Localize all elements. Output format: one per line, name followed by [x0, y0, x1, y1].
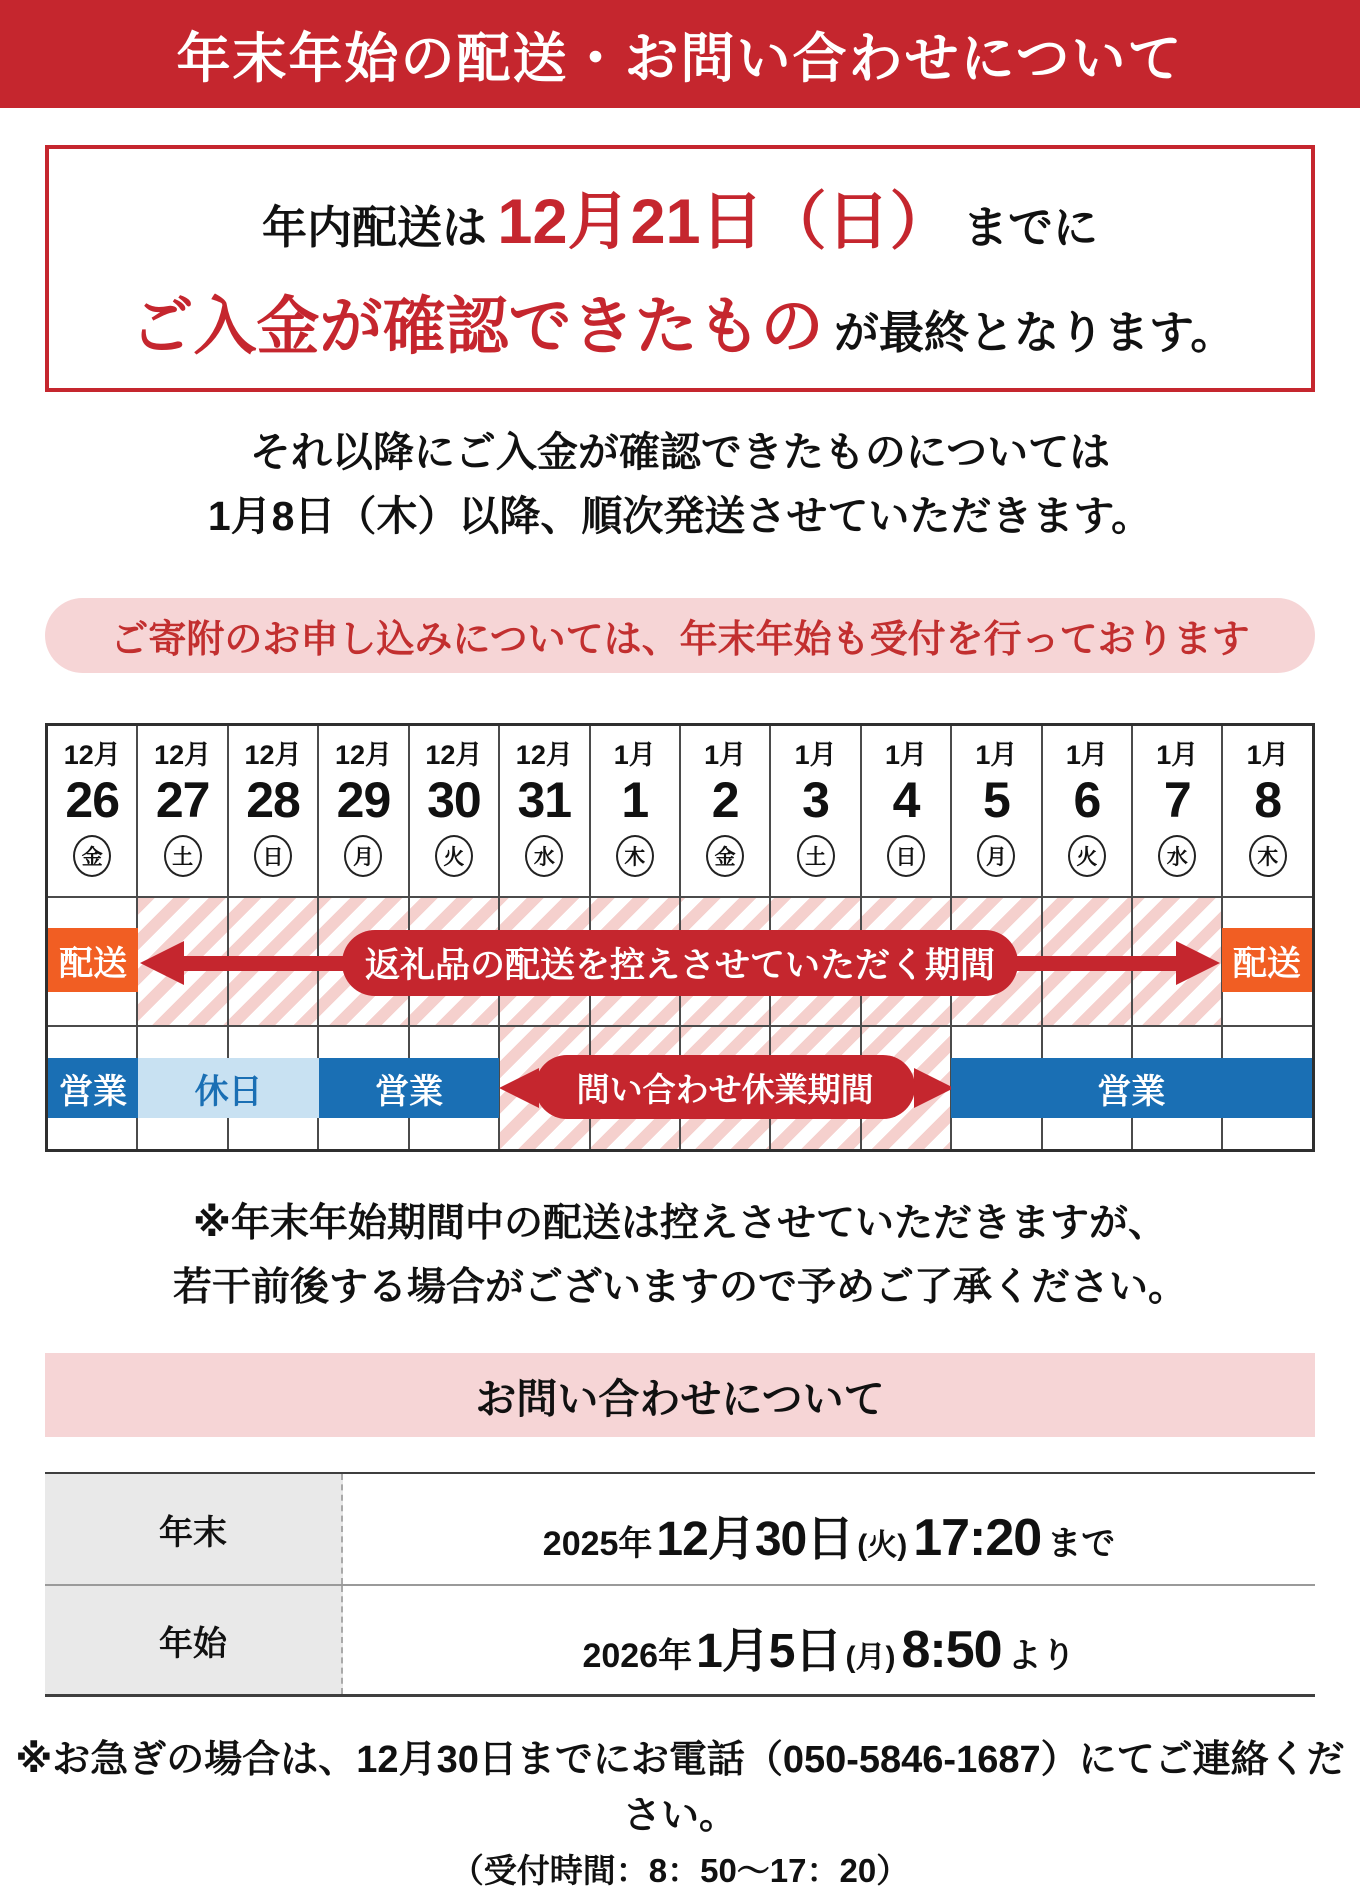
day-number: 6 — [1073, 772, 1101, 828]
weekday-circle: 木 — [616, 835, 654, 877]
day-cell — [1043, 726, 1133, 896]
weekday-circle: 木 — [1249, 835, 1287, 877]
day-number: 28 — [246, 772, 300, 828]
contact-row-value — [343, 1586, 1315, 1694]
day-number: 8 — [1254, 772, 1282, 828]
day-month: 12月 — [515, 740, 573, 770]
contact-date: 1月5日 — [696, 1625, 842, 1678]
inquiry-period-pill — [535, 1055, 915, 1119]
day-number: 29 — [336, 772, 391, 828]
day-cell — [1133, 726, 1223, 896]
acceptance-pill — [45, 598, 1315, 673]
day-month: 1月 — [613, 740, 656, 770]
contact-weekday: (月) — [845, 1641, 896, 1674]
day-cell — [319, 726, 409, 896]
weekday-circle: 金 — [706, 835, 744, 877]
contact-section-title: お問い合わせについて — [475, 1375, 885, 1422]
payment-emphasis: ご入金が確認できたもの — [130, 291, 824, 362]
calendar-dates-row — [48, 726, 1312, 898]
table-row — [45, 1474, 1315, 1584]
acceptance-pill-text: ご寄附のお申し込みについては、年末年始も受付を行っております — [110, 619, 1250, 661]
day-number: 4 — [892, 772, 920, 828]
weekday-circle: 水 — [525, 835, 563, 877]
contact-row-label: 年末 — [45, 1474, 343, 1584]
contact-year: 2026年 — [582, 1637, 693, 1675]
shipping-note-line1: ※年末年始期間中の配送は控えさせていただきますが、 — [193, 1202, 1167, 1245]
weekday-circle: 土 — [797, 835, 835, 877]
inquiry-arrow-right-icon — [914, 1068, 954, 1108]
page-title: 年末年始の配送・お問い合わせについて — [176, 28, 1184, 89]
day-month: 1月 — [794, 740, 837, 770]
day-cell — [500, 726, 590, 896]
shipping-arrow-left-icon — [140, 941, 184, 985]
contact-hours-table — [45, 1472, 1315, 1697]
day-number: 30 — [427, 772, 481, 828]
day-month: 12月 — [425, 740, 483, 770]
day-month: 12月 — [154, 740, 212, 770]
contact-time: 17:20 — [913, 1509, 1042, 1567]
deadline-line2 — [125, 276, 1236, 367]
shipping-arrow-right-icon — [1176, 941, 1220, 985]
deadline-line1-suffix: までに — [963, 201, 1099, 253]
day-cell — [771, 726, 861, 896]
deadline-line2-suffix: が最終となります。 — [834, 306, 1236, 358]
weekday-circle: 月 — [977, 835, 1015, 877]
day-month: 12月 — [63, 740, 121, 770]
day-cell — [48, 726, 138, 896]
day-number: 7 — [1163, 772, 1191, 828]
followup-line2: 1月8日（木）以降、順次発送させていただきます。 — [207, 493, 1153, 539]
shipping-label-left: 配送 — [48, 928, 138, 992]
day-number: 31 — [517, 772, 572, 828]
weekday-circle: 水 — [1158, 835, 1196, 877]
day-number: 1 — [621, 772, 649, 828]
footer-phone-line: ※お急ぎの場合は、12月30日までにお電話（050-5846-1687）にてご連絡ください。 — [15, 1739, 1345, 1837]
weekday-circle: 月 — [344, 835, 382, 877]
weekday-circle: 日 — [887, 835, 925, 877]
contact-row-label: 年始 — [45, 1586, 343, 1694]
weekday-circle: 火 — [1068, 835, 1106, 877]
day-month: 1月 — [1246, 740, 1289, 770]
day-cell — [591, 726, 681, 896]
day-month: 1月 — [884, 740, 928, 770]
day-month: 1月 — [1065, 740, 1108, 770]
weekday-circle: 火 — [435, 835, 473, 877]
business-open-segment: 営業 — [319, 1058, 500, 1118]
day-cell — [410, 726, 500, 896]
footer-hours-line: （受付時間：8：50～17：20） — [450, 1852, 910, 1889]
day-number: 2 — [711, 772, 739, 828]
day-month: 12月 — [334, 740, 392, 770]
day-cell — [229, 726, 319, 896]
day-cell — [138, 726, 228, 896]
shipping-label-right: 配送 — [1222, 928, 1312, 992]
deadline-line1-prefix: 年内配送は — [261, 201, 487, 253]
business-closed-segment: 休日 — [138, 1058, 319, 1118]
day-cell — [862, 726, 952, 896]
inquiry-period-label: 問い合わせ休業期間 — [576, 1070, 874, 1108]
deadline-date-emphasis: 12月21日（日） — [497, 186, 953, 257]
contact-time: 8:50 — [901, 1621, 1002, 1679]
business-open-segment: 営業 — [48, 1058, 138, 1118]
table-row — [45, 1584, 1315, 1694]
contact-date: 12月30日 — [656, 1513, 854, 1566]
deadline-box — [45, 145, 1315, 392]
contact-suffix: より — [1007, 1637, 1076, 1675]
contact-row-value — [343, 1474, 1315, 1584]
contact-section-header — [45, 1353, 1315, 1437]
deadline-line1 — [262, 171, 1098, 262]
day-number: 26 — [65, 772, 120, 828]
business-open-segment: 営業 — [951, 1058, 1312, 1118]
weekday-circle: 土 — [164, 835, 202, 877]
page-title-banner — [0, 0, 1360, 108]
followup-note — [0, 420, 1360, 548]
day-number: 27 — [155, 772, 210, 828]
shipping-period-label: 返礼品の配送を控えさせていただく期間 — [364, 946, 995, 985]
day-month: 1月 — [1156, 740, 1199, 770]
contact-weekday: (火) — [857, 1529, 908, 1562]
inquiry-arrow-left-icon — [499, 1068, 539, 1108]
day-month: 1月 — [704, 740, 747, 770]
shipping-period-pill — [342, 930, 1018, 996]
followup-line1: それ以降にご入金が確認できたものについては — [249, 429, 1111, 475]
contact-year: 2025年 — [542, 1525, 653, 1563]
weekday-circle: 日 — [254, 835, 292, 877]
day-cell — [681, 726, 771, 896]
urgent-contact-footer — [0, 1732, 1360, 1898]
day-number: 3 — [802, 772, 829, 828]
weekday-circle: 金 — [73, 835, 111, 877]
calendar-table — [45, 723, 1315, 1152]
day-month: 12月 — [244, 740, 302, 770]
shipping-note — [0, 1192, 1360, 1320]
shipping-note-line2: 若干前後する場合がございますので予めご了承ください。 — [172, 1266, 1187, 1309]
day-number: 5 — [983, 772, 1010, 828]
day-cell — [1223, 726, 1311, 896]
day-month: 1月 — [975, 740, 1018, 770]
contact-suffix: まで — [1047, 1525, 1116, 1563]
day-cell — [952, 726, 1042, 896]
